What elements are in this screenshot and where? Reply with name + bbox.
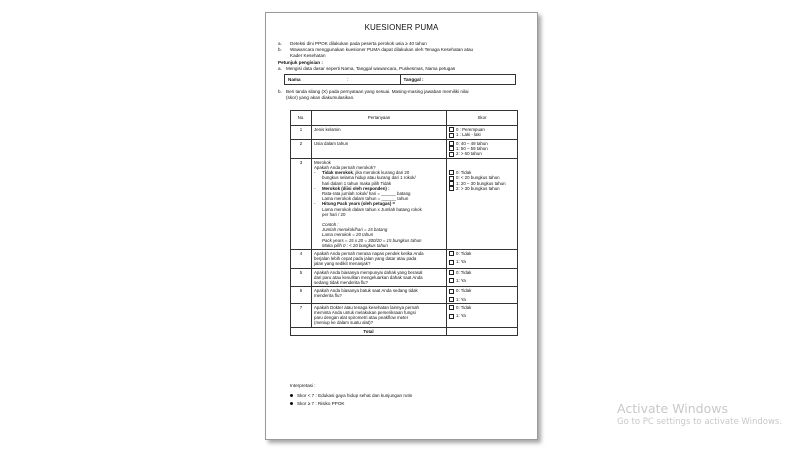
checkbox[interactable] — [449, 289, 454, 294]
checkbox[interactable] — [449, 278, 454, 283]
option-label: 0: Tidak — [456, 269, 472, 275]
question-text: menderita flu? — [314, 293, 342, 299]
list-dash: - — [314, 201, 316, 207]
activate-windows-title: Activate Windows — [617, 401, 728, 416]
activate-windows-subtitle: Go to PC settings to activate Windows. — [617, 417, 783, 427]
question-text: (meniup ke dalam suatu alat)? — [314, 320, 374, 326]
question-text: Tidak merokok — [322, 170, 353, 176]
total-value — [447, 327, 518, 335]
checkbox[interactable] — [449, 133, 454, 138]
row-no: 2 — [291, 139, 312, 158]
nama-cell — [285, 75, 401, 85]
interp-item-2 — [290, 401, 344, 407]
questionnaire-table — [290, 110, 518, 336]
question-text: paru dengan alat spirometri atau peakflow meter — [314, 315, 409, 321]
table-row — [291, 268, 518, 287]
option-label: 2: > 30 bungkus tahun — [456, 186, 500, 192]
col-skor: Skor — [447, 111, 518, 126]
intro-b-mark: b. — [278, 47, 282, 52]
checkbox[interactable] — [449, 297, 454, 302]
step-b-text-2: (skor) yang akan diakumulasikan. — [286, 95, 355, 100]
checkbox[interactable] — [449, 260, 454, 265]
example-text: Jumlah merokok/hari = 15 batang — [322, 227, 388, 233]
checkbox[interactable] — [449, 186, 454, 191]
example-text: Contoh : — [322, 221, 339, 227]
question-text: sedang tidak menderita flu? — [314, 279, 368, 285]
option-label: 1: Ya — [456, 313, 466, 319]
checkbox[interactable] — [449, 251, 454, 256]
interp-item-1 — [290, 393, 412, 399]
nama-label: Nama — [288, 77, 301, 82]
question-text: bungkus selama hidup atau kurang dari 1 rokok/ — [322, 175, 416, 181]
question-text: , jika merokok kurang dari 20 — [352, 170, 410, 176]
question-text: jalan yang sedikit menanjak? — [314, 261, 371, 267]
question-text: Apakah Anda pernah merasa napas pendek ketika Anda — [314, 250, 424, 256]
option-label: 1: 50 – 59 tahun — [456, 146, 488, 152]
option-label: 0 : Perempuan — [456, 127, 485, 132]
option-label: 1: 20 – 30 bungkus tahun — [456, 180, 506, 186]
question-text: hari dalam 1 tahun maka pilih Tidak — [322, 180, 392, 186]
intro-b-text-2: Kader Kesehatan — [290, 53, 326, 58]
example-text: Pack years = 15 x 20 = 300/20 = 15 bungkus tahun — [322, 237, 422, 243]
intro-b-text-1: Wawancara menggunakan kuesioner PUMA dapat dilakukan oleh Tenaga Kesehatan atau — [290, 47, 474, 52]
bullet-icon — [290, 394, 293, 397]
checkbox[interactable] — [449, 152, 454, 157]
question-text: dari paru atau kesulitan mengeluarkan dahak saat Anda — [314, 274, 423, 280]
row-no: 1 — [291, 126, 312, 140]
identity-table — [284, 74, 516, 85]
question-text: Lama merokok dalam tahun = ______ tahun — [322, 196, 409, 202]
question-text: meminta Anda untuk melakukan pemeriksaan fungsi — [314, 310, 416, 316]
option-label: 0: Tidak — [456, 250, 472, 256]
row-no: 5 — [291, 268, 312, 287]
option-label: 0: Tidak — [456, 288, 472, 294]
total-row — [291, 327, 518, 335]
option-label: 1: Ya — [456, 277, 466, 283]
step-a-text: Mengisi data dasar seperti Nama, Tanggal wawancara, Puskesmas, Nama petugas — [286, 66, 456, 71]
table-row — [291, 303, 518, 327]
step-b-text-1: Beri tanda silang (X) pada pernyataan yang sesuai. Masing-masing jawaban memiliki nilai — [286, 89, 469, 94]
interp-title: Interpretasi : — [290, 383, 316, 388]
option-label: 1 : Laki - laki — [456, 132, 481, 138]
step-b-mark: b. — [278, 89, 282, 94]
tanggal-label: Tanggal : — [403, 77, 424, 82]
interp-text: Skor < 7 : Edukasi gaya hidup sehat dan kunjungan rutin — [297, 393, 413, 398]
checkbox[interactable] — [449, 305, 454, 310]
row-no: 4 — [291, 249, 312, 268]
nama-colon: : — [347, 77, 349, 82]
intro-a-mark: a. — [278, 41, 282, 46]
checkbox[interactable] — [449, 314, 454, 319]
document-page — [265, 12, 538, 440]
example-text: Lama merokok = 20 tahun — [322, 232, 374, 238]
table-row — [291, 287, 518, 304]
table-row — [291, 249, 518, 268]
petunjuk-title: Petunjuk pengisian : — [278, 60, 323, 65]
option-label: 0: 40 – 49 tahun — [456, 140, 488, 146]
question-text: Rata-rata jumlah rokok/ hari = ______ batang — [322, 190, 411, 196]
col-pertanyaan: Pertanyaan — [312, 111, 447, 126]
option-label: 1: Ya — [456, 296, 466, 302]
table-row — [291, 158, 518, 249]
col-no: No. — [291, 111, 312, 126]
option-label: 0: Tidak — [456, 304, 472, 310]
question-text: Lama merokok dalam tahun x Jumlah batang rokok — [322, 206, 422, 212]
table-row — [291, 126, 518, 140]
option-label: 0: Tidak — [456, 170, 472, 176]
checkbox[interactable] — [449, 270, 454, 275]
list-dash: - — [314, 170, 316, 176]
example-text: Maka pilih 0 : < 20 bungkus tahun — [322, 242, 388, 248]
question-text: Hitung Pack years (oleh petugas) = — [322, 201, 396, 207]
tanggal-cell — [400, 75, 516, 85]
step-a-mark: a. — [278, 66, 282, 71]
bullet-icon — [290, 402, 293, 405]
option-label: 0: < 20 bungkus tahun — [456, 175, 500, 181]
interp-text: Skor ≥ 7 : Risiko PPOK — [297, 401, 345, 406]
table-row — [291, 139, 518, 158]
question-text: Apakah Dokter atau tenaga kesehatan lainnya pernah — [314, 304, 419, 310]
question-text: per hari / 20 — [322, 211, 346, 217]
question-text: Usia dalam tahun — [312, 139, 447, 158]
question-text: Merokok (diisi oleh responden) : — [322, 185, 390, 191]
option-label: 1: Ya — [456, 259, 466, 265]
doc-title: KUESIONER PUMA — [364, 23, 439, 32]
row-no: 7 — [291, 303, 312, 327]
row-no: 6 — [291, 287, 312, 304]
question-text: Merokok — [314, 159, 331, 165]
question-text: Apakah Anda biasanya batuk saat Anda sedang tidak — [314, 288, 418, 294]
question-smoking — [312, 158, 447, 249]
row-no: 3 — [291, 158, 312, 249]
question-text: Apakah Anda pernah merokok? — [314, 164, 376, 170]
question-text: Apakah Anda biasanya mempunyai dahak yang berasal — [314, 269, 423, 275]
list-dash: - — [314, 185, 316, 191]
option-label: 2: > 60 tahun — [456, 151, 482, 157]
intro-a-text: Deteksi dini PPOK dilakukan pada peserta perokok usia ≥ 40 tahun — [290, 41, 427, 46]
total-label: Total — [291, 327, 447, 335]
question-text: berjalan lebih cepat pada jalan yang datar atau pada — [314, 256, 417, 262]
question-text: Jenis kelamin — [312, 126, 447, 140]
